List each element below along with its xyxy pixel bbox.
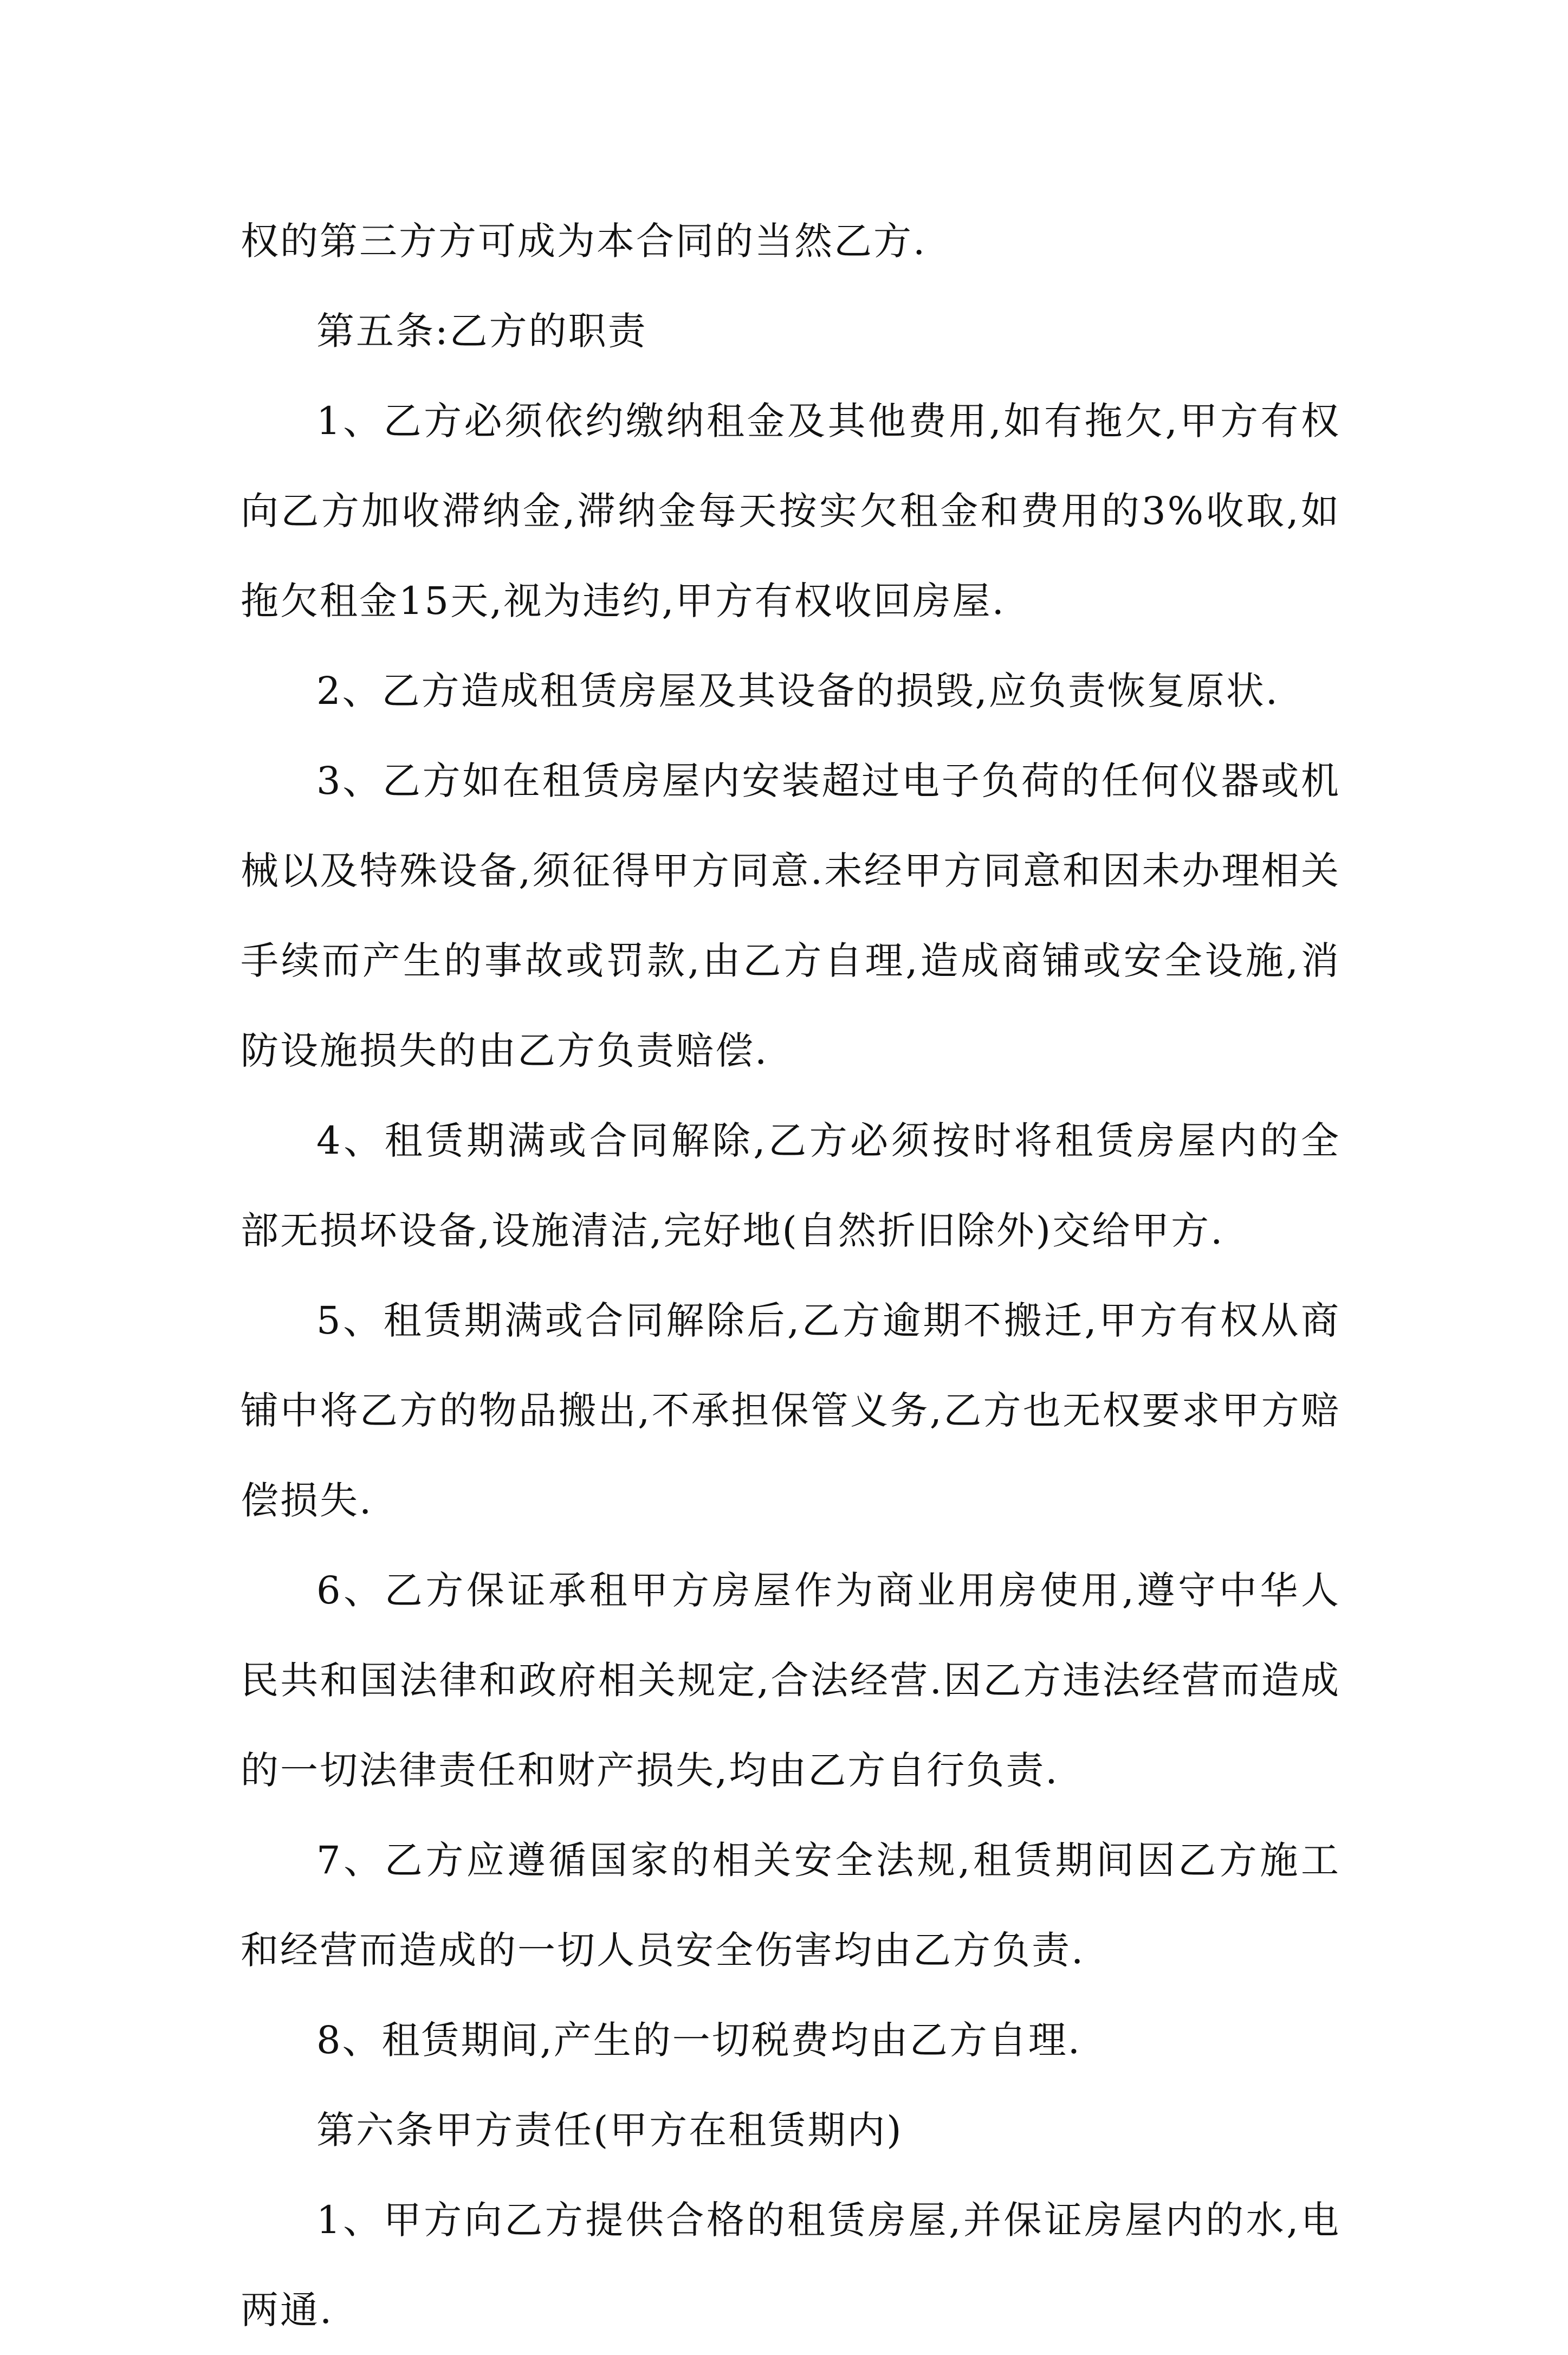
article-6-heading: 第六条甲方责任(甲方在租赁期内) <box>316 2108 903 2152</box>
article-5-clause-2: 2、乙方造成租赁房屋及其设备的损毁,应负责恢复原状. <box>316 669 1280 713</box>
article-6-clause-1: 1、甲方向乙方提供合格的租赁房屋,并保证房屋内的水,电两通. <box>241 2198 1340 2332</box>
article-5-clause-1: 1、乙方必须依约缴纳租金及其他费用,如有拖欠,甲方有权向乙方加收滞纳金,滞纳金每天按实欠租金和费用的3%收取,如拖欠租金15天,视为违约,甲方有权收回房屋. <box>241 399 1340 623</box>
article-5-clause-5: 5、租赁期满或合同解除后,乙方逾期不搬迁,甲方有权从商铺中将乙方的物品搬出,不承担保管义务,乙方也无权要求甲方赔偿损失. <box>241 1298 1340 1523</box>
paragraph-continuation: 权的第三方方可成为本合同的当然乙方. <box>241 219 927 263</box>
article-5-clause-6: 6、乙方保证承租甲方房屋作为商业用房使用,遵守中华人民共和国法律和政府相关规定,合法经营.因乙方违法经营而造成的一切法律责任和财产损失,均由乙方自行负责. <box>241 1568 1340 1793</box>
article-5-clause-8: 8、租赁期间,产生的一切税费均由乙方自理. <box>316 2018 1082 2062</box>
article-5-clause-7: 7、乙方应遵循国家的相关安全法规,租赁期间因乙方施工和经营而造成的一切人员安全伤害均由乙方负责. <box>241 1838 1340 1972</box>
document-body <box>241 196 1340 2355</box>
article-5-clause-4: 4、租赁期满或合同解除,乙方必须按时将租赁房屋内的全部无损坏设备,设施清洁,完好地(自然折旧除外)交给甲方. <box>241 1118 1340 1253</box>
article-5-clause-3: 3、乙方如在租赁房屋内安装超过电子负荷的任何仪器或机械以及特殊设备,须征得甲方同意.未经甲方同意和因未办理相关手续而产生的事故或罚款,由乙方自理,造成商铺或安全设施,消防设施损失的由乙方负责赔偿. <box>241 759 1340 1073</box>
article-5-heading: 第五条:乙方的职责 <box>316 309 647 353</box>
